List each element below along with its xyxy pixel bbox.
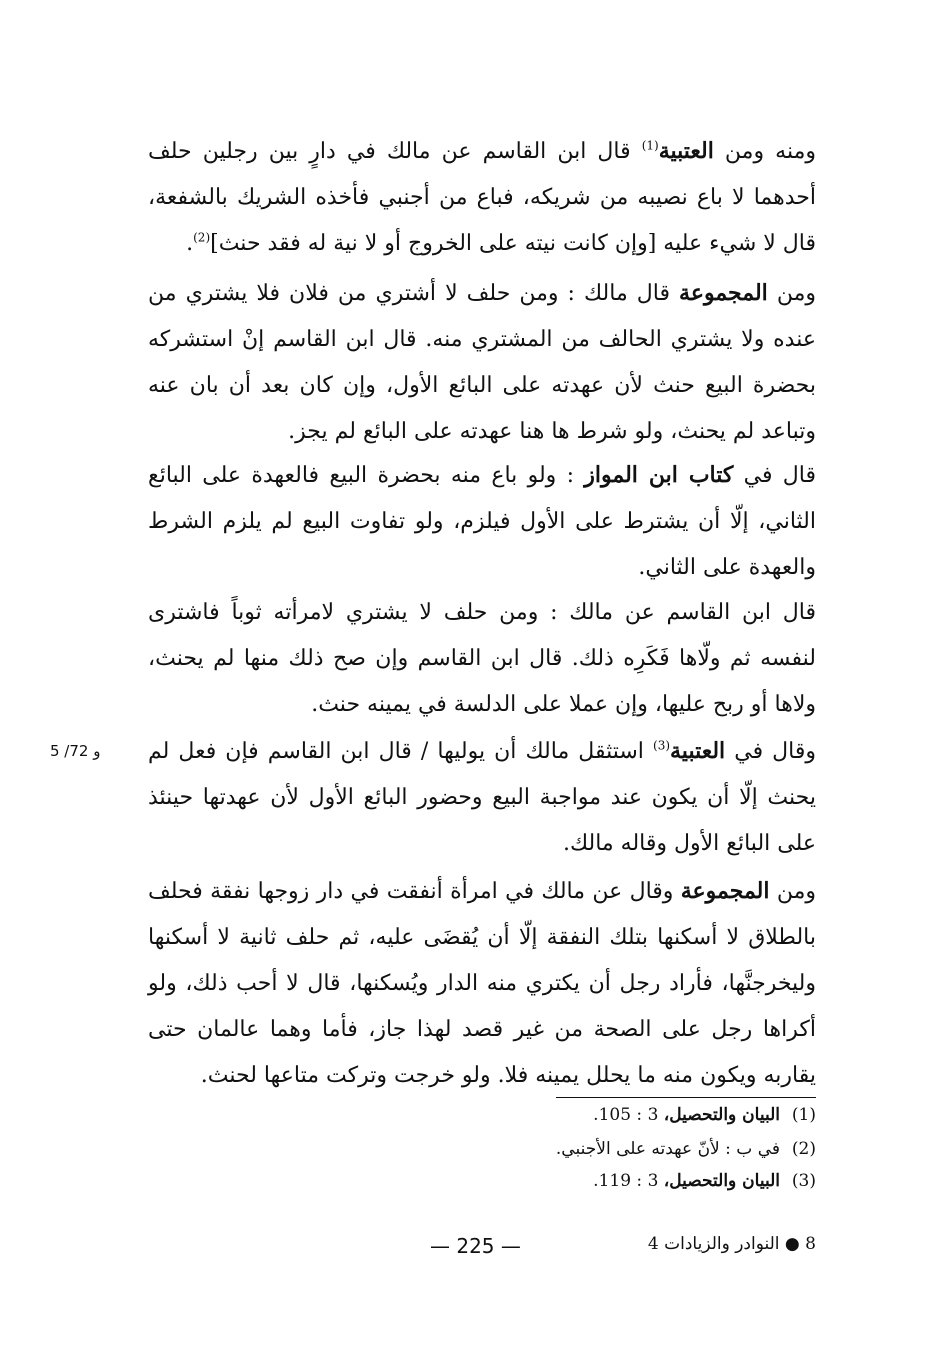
page-number: — 225 —	[430, 1234, 521, 1258]
footnote-1	[593, 1102, 816, 1128]
paragraph-5	[148, 728, 816, 867]
book-signature: 8 ● النوادر والزيادات 4	[647, 1234, 816, 1254]
footnote-marker: (3)	[653, 738, 671, 753]
footnote-marker: (1)	[641, 138, 659, 153]
footnote-marker: (2)	[193, 230, 211, 245]
source-reference: المجموعة	[680, 878, 770, 904]
paragraph-2	[148, 270, 816, 455]
footnote-2	[556, 1136, 816, 1162]
paragraph-lead: وقال في	[725, 739, 816, 764]
paragraph-tail: .	[186, 231, 194, 256]
paragraph-3	[148, 452, 816, 591]
footnote-source: البيان والتحصيل،	[663, 1171, 780, 1191]
footnote-number: (3)	[791, 1171, 816, 1191]
footnote-number: (2)	[791, 1139, 816, 1159]
source-reference: كتاب ابن المواز	[584, 462, 734, 488]
paragraph-lead: قال في	[733, 463, 817, 488]
footnote-number: (1)	[791, 1105, 816, 1125]
paragraph-1	[148, 128, 816, 267]
footnote-divider	[556, 1097, 816, 1098]
source-reference: المجموعة	[679, 280, 768, 306]
footnote-reference: 3 : 105.	[593, 1105, 664, 1125]
footnote-source: البيان والتحصيل،	[663, 1105, 780, 1125]
paragraph-4	[148, 590, 816, 728]
footnote-3	[593, 1168, 816, 1194]
paragraph-body: استثقل مالك أن يوليها / قال ابن القاسم فإن فعل لم يحنث إلّا أن يكون عند مواجبة البيع وحضور البائع الأول لأن عهدتها حينئذ على البائع الأول وقاله مالك.	[148, 739, 816, 856]
paragraph-body: : ولو باع منه بحضرة البيع فالعهدة على البائع الثاني، إلّا أن يشترط على الأول فيلزم، ولو تفاوت البيع لم يلزم الشرط والعهدة على الثاني.	[148, 463, 816, 580]
source-reference: العتبية	[658, 138, 714, 164]
paragraph-body: قال ابن القاسم عن مالك : ومن حلف لا يشتري لامرأته ثوباً فاشترى لنفسه ثم ولّاها فَكَرِه ذلك. قال ابن القاسم وإن صح ذلك منها لم يحنث، ولاها أو ربح عليها، وإن عملا على الدلسة في يمينه حنث.	[148, 600, 816, 717]
paragraph-lead: ومنه ومن	[713, 139, 817, 164]
paragraph-body: وقال عن مالك في امرأة أنفقت في دار زوجها نفقة فحلف بالطلاق لا أسكنها بتلك النفقة إلّا أن يُقضَى عليه، ثم حلف ثانية لا أسكنها وليخرجنَّها، فأراد رجل أن يكتري منه الدار ويُسكنها، قال لا أحب ذلك، ولو أكراها رجل على الصحة من غير قصد لهذا جاز، فأما وهما عالمان حتى يقاربه ويكون منه ما يحلل يمينه فلا. ولو خرجت وتركت متاعها لحنث.	[148, 879, 816, 1088]
source-reference: العتبية	[670, 738, 726, 764]
footnote-reference: 3 : 119.	[593, 1171, 664, 1191]
paragraph-6	[148, 868, 816, 1099]
paragraph-lead: ومن	[767, 281, 816, 306]
paragraph-body: قال ابن القاسم عن مالك في دارٍ بين رجلين حلف أحدهما لا باع نصيبه من شريكه، فباع من أجنبي فأخذه الشريك بالشفعة، قال لا شيء عليه [وإن كانت نيته على الخروج أو لا نية له فقد حنث]	[148, 139, 816, 256]
paragraph-body: قال مالك : ومن حلف لا أشتري من فلان فلا يشتري من عنده ولا يشتري الحالف من المشتري منه. قال ابن القاسم إنْ استشركه بحضرة البيع حنث لأن عهدته على البائع الأول، وإن كان بعد أن بان عنه وتباعد لم يحنث، ولو شرط ها هنا عهدته على البائع لم يجز.	[148, 281, 816, 444]
paragraph-lead: ومن	[769, 879, 816, 904]
manuscript-folio-note: 5 /72 و	[50, 742, 101, 760]
footnote-text: في ب : لأنّ عهدته على الأجنبي.	[555, 1139, 780, 1159]
